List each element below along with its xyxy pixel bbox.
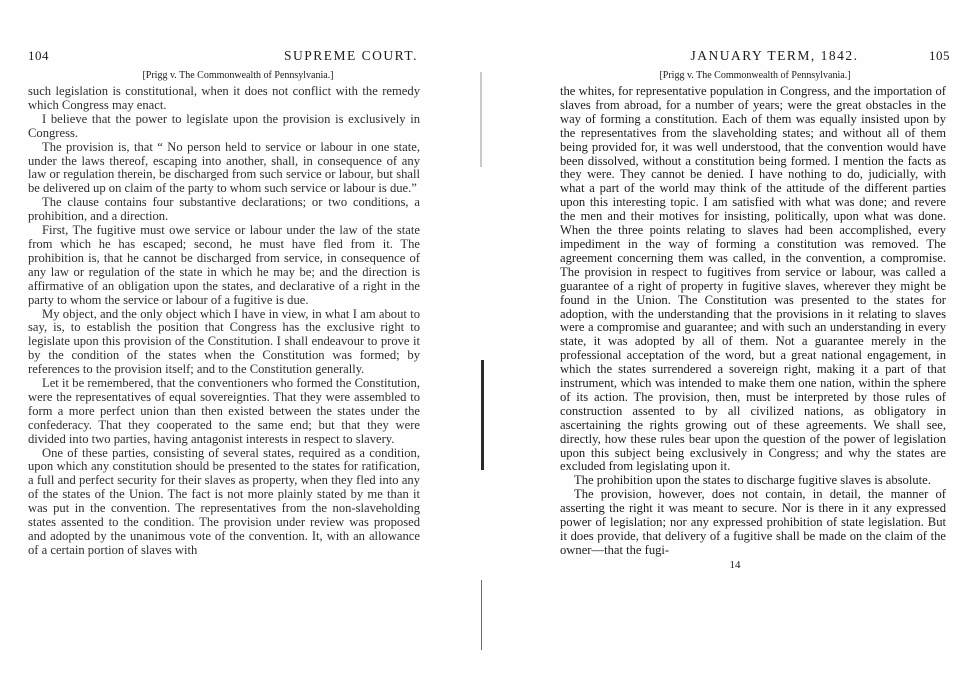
right-page-header (560, 48, 950, 66)
left-body-text (28, 85, 420, 558)
gutter-binding-shadow (481, 360, 484, 470)
right-page-number: 105 (928, 48, 950, 63)
gutter-shadow (481, 580, 482, 650)
signature-mark: 14 (729, 558, 741, 571)
left-paragraph: The provision is, that “ No person held to service or labour in one state, under the laws thereof, escaping into another, shall, in consequence of any law or regulation therein, be discharged from such service or labour, but shall be delivered up on claim of the party to whom such service or labour is due.” (28, 139, 420, 196)
right-running-title: [Prigg v. The Commonwealth of Pennsylvania.] (659, 70, 851, 81)
right-header-title: JANUARY TERM, 1842. (690, 48, 859, 63)
right-body-text (560, 85, 946, 558)
left-page-number: 104 (28, 48, 49, 63)
left-header-title: SUPREME COURT. (284, 48, 418, 63)
gutter-shadow (480, 72, 482, 167)
left-page (0, 0, 470, 686)
left-paragraph: First, The fugitive must owe service or labour under the law of the state from which he has escaped; second, he must have fled from it. The prohibition is, that he cannot be discharged from service, in consequence of any law or regulation of the state in which he may be; and the direction is affirmative of an obligation upon the states, and declarative of a right in the party to whom the service or labour of a fugitive is due. (28, 223, 420, 307)
left-paragraph: My object, and the only object which I have in view, in what I am about to say, is, to establish the position that Congress has the exclusive right to legislate upon this provision of the Constitution. I shall endeavour to prove it by the condition of the states when the Constitution was formed; by references to the provision itself; and to the Constitution generally. (28, 306, 420, 377)
left-page-header (28, 48, 418, 66)
left-paragraph: The clause contains four substantive declarations; or two conditions, a prohibition, and a direction. (28, 195, 420, 224)
right-page (490, 0, 980, 686)
left-paragraph: Let it be remembered, that the conventioners who formed the Constitution, were the representatives of equal sovereignties. That they were assembled to form a more perfect union than then existed between the states under the confederacy. That they cooperated to the same end; but that they were divided into two parties, having antagonist interests in respect to slavery. (28, 376, 420, 446)
right-paragraph: The provision, however, does not contain, in detail, the manner of asserting the right it was meant to secure. Nor is there in it any expressed power of legislation; nor any expressed prohibition of state legislation. But it does provide, that delivery of a fugitive shall be made on the claim of the owner—that the fugi- (560, 487, 946, 557)
book-gutter (478, 60, 486, 660)
right-paragraph: The prohibition upon the states to discharge fugitive slaves is absolute. (574, 473, 931, 488)
left-paragraph: One of these parties, consisting of several states, required as a condition, upon which any constitution should be presented to the states for ratification, a full and perfect security for their slaves as property, when they fled into any of the states of the Union. The fact is not more plainly stated by me than it was put in the convention. The representatives from the non-slaveholding states assented to the condition. The provision under review was proposed and adopted by the unanimous vote of the convention. It, with an allowance of a certain portion of slaves with (28, 445, 420, 557)
left-paragraph: such legislation is constitutional, when it does not conflict with the remedy which Congress may enact. (28, 84, 420, 112)
left-paragraph: I believe that the power to legislate upon the provision is exclusively in Congress. (28, 111, 420, 140)
left-running-title: [Prigg v. The Commonwealth of Pennsylvania.] (142, 70, 334, 81)
right-paragraph: the whites, for representative population in Congress, and the importation of slaves from abroad, for a number of years; were the great obstacles in the way of forming a constitution. Each of them was equally insisted upon by the representatives from the slaveholding states; and without all of them being provided for, it was well understood, that the convention would have been dissolved, without a constitution being formed. I mention the facts as they were. They cannot be denied. I have nothing to do, judicially, with what a part of the world may think of the attitude of the different parties upon this interesting topic. I am satisfied with what was done; and revere the men and their motives for insisting, politically, upon what was done. When the three points relating to slaves had been accomplished, every impediment in the way of forming a constitution was removed. The agreement concerning them was called, in the convention, a compromise. The provision in respect to fugitives from service or labour, was called a guarantee of a right of property in fugitive slaves, wherever they might be found in the Union. The Constitution was presented to the states for adoption, with the understanding that the provisions in it relating to slaves were a compromise and guarantee; and with such an understanding in every state, it was adopted by all of them. Not a guarantee merely in the professional acceptation of the word, but a great national engagement, in which the states surrendered a sovereign right, making it a part of that instrument, which was intended to make them one nation, within the sphere of its action. The provision, then, must be interpreted by those rules of construction assented to by all civilized nations, as obligatory in ascertaining the rights growing out of these agreements. We shall see, directly, how these rules bear upon the question of the power of legislation upon this subject being exclusively in Congress; and why the states are excluded from legislating upon it. (560, 84, 946, 474)
